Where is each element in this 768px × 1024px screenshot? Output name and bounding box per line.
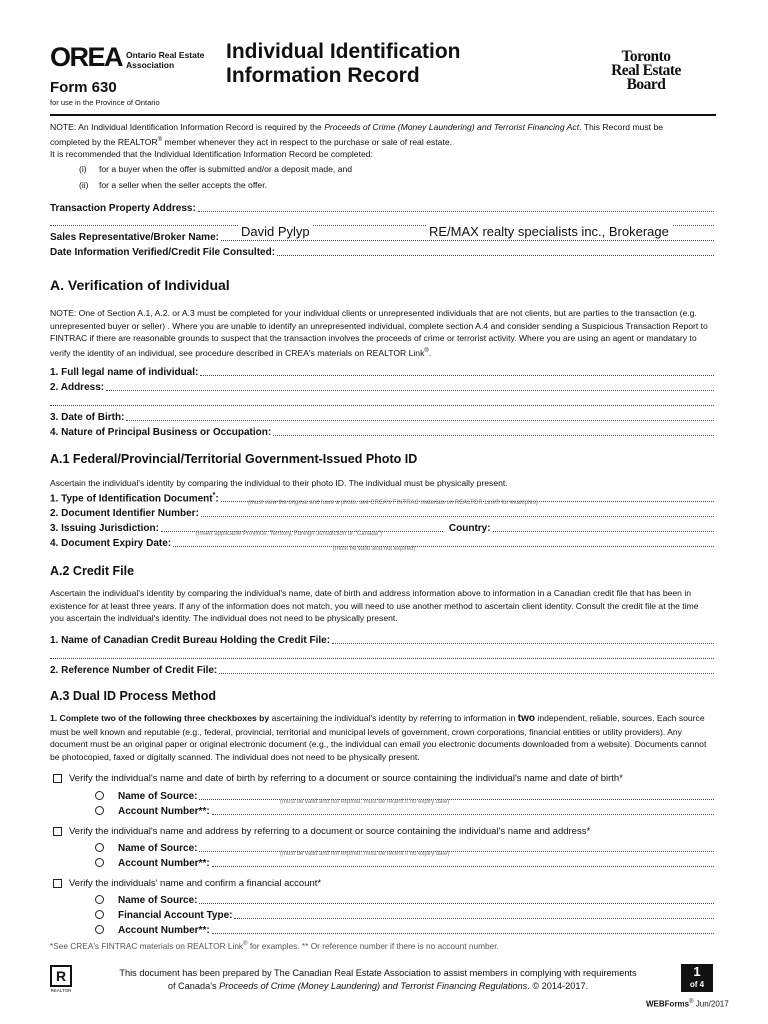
expiry-hint: (must be valid and not expired) [333,546,416,552]
opt3-source-line[interactable] [199,893,714,904]
footnote-a: *See CREA's FINTRAC materials on REALTOR Link [50,941,244,951]
occupation-label: 4. Nature of Principal Business or Occupation: [50,427,272,438]
section-a1-desc: Ascertain the individual's identity by comparing the individual to their photo ID. The individual must be physically present. [50,478,508,488]
country-line[interactable] [493,521,714,532]
opt2-source-label: Name of Source: [118,843,198,854]
opt3-fintype-line[interactable] [234,908,714,919]
form-title-line1: Individual Identification [226,40,461,63]
section-a-title: A. Verification of Individual [50,277,230,293]
option1-row[interactable] [53,773,623,784]
recommend-text: It is recommended that the Individual Identification Information Record be completed: [50,148,373,159]
id-type-star: * [212,491,216,499]
note-text-c: completed by the REALTOR [50,136,158,147]
section-a3-title: A.3 Dual ID Process Method [50,689,217,703]
opt1-account-radio[interactable] [95,806,104,815]
page-number: 1 [693,964,701,979]
opt2-hint: (must be valid and not expired; must be recent if no expiry date) [280,851,450,857]
id-type-label-text: 1. Type of Identification Document [50,493,213,504]
note-text-b: . This Record must be [579,122,664,132]
section-a-note-text: NOTE: One of Section A.1, A.2. or A.3 must be completed for your individual clients or unrepresented individuals that are not clients, but are parties to the transaction (e.g. unrepresented buyer or seller) . Where you are unable to identify an unrepresented individual, complete section A.4 and consider sending a Suspicious Transaction Report to FINTRAC if there are reasonable grounds to suspect that the transaction involves the proceeds of crime or terrorist activity. Where you are using an agent or mandatary to verify the identity of an individual, see procedure described in CREA's materials on REALTOR Link [50,308,708,358]
realtor-logo-mark: R [50,965,72,987]
opt1-account-label: Account Number**: [118,806,210,817]
section-a-note-end: . [428,347,432,358]
realtor-logo [50,965,72,993]
opt1-account-row[interactable] [95,803,714,817]
credit-bureau-row[interactable] [50,632,714,646]
credit-ref-row[interactable] [50,662,714,676]
board-line3: Board [626,76,666,93]
section-a3-intro-rest: independent, reliable, sources. Each source must be well known and reputable (e.g., federal, provincial, territorial and municipal levels of government, crown corporations, financial entities or utility providers). Any document must be an original paper or original electronic document (e.g., the individual can email you electronic documents downloaded from a website). Documents cannot be photocopied, faxed or digitally scanned. The individual does not need to be physically present. [50,713,707,762]
intro-note [50,121,714,160]
note-act: Proceeds of Crime (Money Laundering) and Terrorist Financing Act [324,122,580,132]
opt1-source-radio[interactable] [95,791,104,800]
option2-row[interactable] [53,826,590,837]
id-type-hint: (must view the original and have a photo. see CREA's FINTRAC materials on REALTOR Link® for examples) [248,500,538,506]
address-line[interactable] [106,380,714,391]
association-line1: Ontario Real Estate [126,50,205,60]
date-verified-label: Date Information Verified/Credit File Consulted: [50,247,276,258]
footnote-b: for examples. ** Or reference number if there is no account number. [247,941,499,951]
credit-bureau-label: 1. Name of Canadian Credit Bureau Holding the Credit File: [50,635,331,646]
country-label: Country: [443,523,493,534]
option3-row[interactable] [53,878,321,889]
date-verified-row[interactable] [50,244,714,258]
item1-text: for a buyer when the offer is submitted and/or a deposit made, and [99,164,353,174]
opt2-account-row[interactable] [95,855,714,869]
webforms-reg: ® [689,999,694,1005]
board-line1: Toronto [621,48,671,65]
item2-num: (ii) [79,180,89,190]
address-label: 2. Address: [50,382,105,393]
sales-rep-name: David Pylyp [238,224,313,239]
section-a2-title: A.2 Credit File [50,564,135,578]
opt2-account-radio[interactable] [95,858,104,867]
association-name [126,50,204,70]
option3-text: Verify the individuals' name and confirm a financial account* [69,878,322,889]
section-a3-intro-two: two [517,713,536,724]
opt3-account-row[interactable] [95,922,714,936]
orea-logo: OREA [50,42,123,72]
form-title [226,40,461,88]
opt1-account-line[interactable] [212,804,714,815]
page-indicator [681,964,713,992]
option3-checkbox[interactable] [53,879,62,888]
id-type-label [50,492,221,504]
option1-checkbox[interactable] [53,774,62,783]
note-text-d: member whenever they act in respect to the purchase or sale of real estate. [162,136,453,147]
occupation-row[interactable] [50,424,714,438]
opt2-account-line[interactable] [212,856,714,867]
address-row[interactable] [50,379,714,393]
opt1-hint: (must be valid and not expired; must be recent if no expiry date) [280,799,450,805]
doc-number-label: 2. Document Identifier Number: [50,508,199,519]
opt3-source-row[interactable] [95,892,714,906]
footer-text-line2 [80,980,676,993]
option2-checkbox[interactable] [53,827,62,836]
occupation-line[interactable] [273,425,714,436]
footer-text-italic: Proceeds of Crime (Money Laundering) and Terrorist Financing Regulations [219,981,528,991]
doc-number-line[interactable] [201,506,714,517]
opt3-source-radio[interactable] [95,895,104,904]
footer-text [80,967,676,993]
intro-item-2 [79,179,267,192]
doc-number-row[interactable] [50,505,714,519]
footnote [50,941,499,951]
page-total: of 4 [689,980,705,989]
expiry-line[interactable] [173,536,714,547]
credit-bureau-line-2[interactable] [50,648,714,659]
address-row-2[interactable] [50,394,714,408]
intro-item-1 [79,163,352,176]
jurisdiction-label: 3. Issuing Jurisdiction: [50,523,159,534]
opt3-fintype-radio[interactable] [95,910,104,919]
opt1-source-label: Name of Source: [118,791,198,802]
realtor-logo-word: REALTOR [50,988,72,993]
credit-bureau-line[interactable] [332,633,714,644]
opt3-fintype-row[interactable] [95,907,714,921]
option1-text: Verify the individual's name and date of birth by referring to a document or source containing the individual's name and date of birth* [69,773,623,784]
webforms-date: Jun/2017 [695,999,729,1009]
opt2-source-line[interactable] [199,841,714,852]
id-type-colon: : [215,493,219,504]
property-address-line[interactable] [198,201,714,212]
full-name-line[interactable] [200,365,714,376]
section-a2-desc: Ascertain the individual's identity by comparing the individual's name, date of birth and address information above to information in a Canadian credit file that has been in existence for at least three years. If any of the information does not match, you will need to use another method to ascertain client identity. Consult the credit file at the time you ascertain the individual's identity. The individual does not need to be physically present. [50,588,699,623]
opt2-source-radio[interactable] [95,843,104,852]
section-a1-title: A.1 Federal/Provincial/Territorial Government-Issued Photo ID [50,452,418,466]
form-subtitle: for use in the Province of Ontario [50,98,160,107]
header-rule [50,114,716,116]
opt3-account-label: Account Number**: [118,925,210,936]
jurisdiction-hint: (insert applicable Province, Territory, Foreign Jurisdiction or "Canada") [196,531,383,537]
credit-ref-line[interactable] [219,663,714,674]
opt1-source-line[interactable] [199,789,714,800]
note-reg: ® [157,136,163,143]
date-verified-line[interactable] [277,245,714,256]
credit-ref-label: 2. Reference Number of Credit File: [50,665,218,676]
full-name-row[interactable] [50,364,714,378]
footer-text-c: . © 2014-2017. [527,981,589,991]
full-name-label: 1. Full legal name of individual: [50,367,199,378]
form-number: Form 630 [50,79,117,96]
opt2-account-label: Account Number**: [118,858,210,869]
association-line2: Association [126,60,175,70]
opt3-account-radio[interactable] [95,925,104,934]
property-address-row[interactable] [50,200,714,214]
footer-text-b: of Canada's [167,981,220,991]
opt3-source-label: Name of Source: [118,895,198,906]
section-a3-intro [50,712,714,763]
item1-num: (i) [79,164,87,174]
expiry-label: 4. Document Expiry Date: [50,538,172,549]
footnote-reg: ® [243,941,248,948]
section-a3-intro-bold: 1. Complete two of the following three checkboxes by [50,713,270,723]
dob-row[interactable] [50,409,714,423]
section-a3-intro-mid: ascertaining the individual's identity by referring to information in [269,713,518,723]
section-a-note [50,307,714,359]
opt3-account-line[interactable] [212,923,714,934]
sales-rep-label: Sales Representative/Broker Name: [50,232,219,243]
webforms-stamp [646,999,729,1009]
board-line2: Real Estate [611,62,681,79]
item2-text: for a seller when the seller accepts the offer. [99,180,267,190]
board-logo [600,50,692,92]
opt3-fintype-label: Financial Account Type: [118,910,233,921]
form-title-line2: Information Record [226,64,420,87]
webforms-brand: WEBForms [646,999,690,1009]
option2-text: Verify the individual's name and address by referring to a document or source containing the individual's name and address* [69,826,591,837]
dob-label: 3. Date of Birth: [50,412,125,423]
section-a-note-reg: ® [424,347,429,354]
note-text-a: NOTE: An Individual Identification Information Record is required by the [50,122,325,132]
footer-text-a: This document has been prepared by The Canadian Real Estate Association to assist members in complying with requirements [119,968,637,978]
address-line-2[interactable] [50,395,714,406]
brokerage-name: RE/MAX realty specialists inc., Brokerage [426,224,672,239]
dob-line[interactable] [126,410,714,421]
property-address-label: Transaction Property Address: [50,203,196,214]
credit-bureau-row-2[interactable] [50,647,714,661]
